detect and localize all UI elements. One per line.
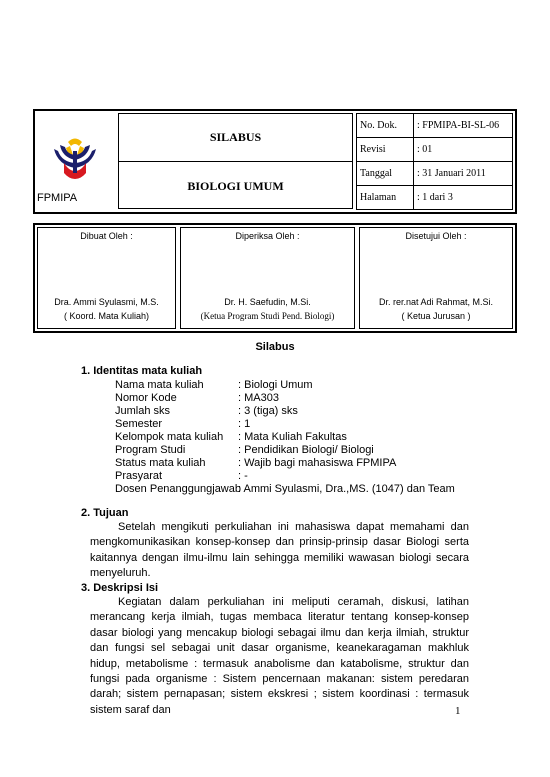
approval-heading: Dibuat Oleh : <box>80 231 133 241</box>
approval-role: (Ketua Program Studi Pend. Biologi) <box>200 311 335 321</box>
identity-value: : Mata Kuliah Fakultas <box>238 431 347 443</box>
section-identity-title: 1. Identitas mata kuliah <box>81 365 203 377</box>
approval-role: ( Ketua Jurusan ) <box>401 311 471 321</box>
meta-value: : 31 Januari 2011 <box>414 162 513 186</box>
meta-key: Tanggal <box>357 162 414 186</box>
identity-value: : Pendidikan Biologi/ Biologi <box>238 444 374 456</box>
goal-text: Setelah mengikuti perkuliahan ini mahasiswa dapat memahami dan mengkomunikasikan konsep-konsep dan prinsip-prinsip dasar Biologi serta kaitannya dengan ilmu-ilmu lain sehingga memiliki wawasan biologi secara menyeluruh. <box>90 521 469 580</box>
section-description-title: 3. Deskripsi Isi <box>81 582 159 594</box>
approval-heading: Diperiksa Oleh : <box>235 231 300 241</box>
identity-label: Semester <box>115 418 163 430</box>
approval-name: Dr. rer.nat Adi Rahmat, M.Si. <box>378 297 494 307</box>
description-text: Kegiatan dalam perkuliahan ini meliputi ceramah, diskusi, latihan merancang kerja ilmiah, tugas membaca literatur tentang konsep-konsep dasar biologi yang mencakup biologi sebagai ilmu dan kerja ilmiah, struktur dan fungsi sel sebagai unit dasar organisme, keanekaragaman makhluk hidup, metabolisme : termasuk anabolisme dan katabolisme, struktur dan fungsi pada organisme : Sistem pencernaan makanan: sistem peredaran darah; sistem pernapasan; sistem ekskresi ; sistem koordinasi : termasuk sistem saraf dan <box>90 596 469 716</box>
upi-emblem-icon <box>54 139 96 180</box>
description-paragraph <box>90 595 469 718</box>
identity-label: Kelompok mata kuliah <box>115 431 224 443</box>
document-meta-table <box>356 113 513 210</box>
approval-heading: Disetujui Oleh : <box>405 231 467 241</box>
goal-paragraph <box>90 520 469 582</box>
identity-value: : Biologi Umum <box>238 379 313 391</box>
approval-approved <box>359 227 513 329</box>
fpmipa-logo <box>36 113 114 209</box>
identity-value: : Ammi Syulasmi, Dra.,MS. (1047) dan Team <box>238 483 455 495</box>
section-goal-title: 2. Tujuan <box>81 507 129 519</box>
identity-label: Nama mata kuliah <box>115 379 204 391</box>
identity-value: : 1 <box>238 418 251 430</box>
identity-label: Prasyarat <box>115 470 163 482</box>
approval-name: Dra. Ammi Syulasmi, M.S. <box>54 297 159 307</box>
meta-key: Halaman <box>357 186 414 210</box>
meta-row <box>357 186 513 210</box>
course-title: BIOLOGI UMUM <box>187 179 284 193</box>
identity-label: Jumlah sks <box>115 405 171 417</box>
identity-value: : - <box>238 470 248 482</box>
approval-prepared <box>37 227 176 329</box>
identity-label: Program Studi <box>115 444 186 456</box>
title-divider <box>118 161 353 162</box>
approval-checked <box>180 227 355 329</box>
page-number: 1 <box>455 705 461 717</box>
meta-row <box>357 114 513 138</box>
meta-key: No. Dok. <box>357 114 414 138</box>
meta-value: : FPMIPA-BI-SL-06 <box>414 114 513 138</box>
identity-value: : MA303 <box>238 392 279 404</box>
logo-text: FPMIPA <box>37 192 78 204</box>
doc-title: SILABUS <box>209 130 262 144</box>
meta-value: : 01 <box>414 138 513 162</box>
identity-value: : Wajib bagi mahasiswa FPMIPA <box>238 457 397 469</box>
meta-row <box>357 138 513 162</box>
identity-label: Dosen Penanggungjawab <box>115 483 241 495</box>
meta-row <box>357 162 513 186</box>
identity-label: Nomor Kode <box>115 392 177 404</box>
meta-key: Revisi <box>357 138 414 162</box>
identity-label: Status mata kuliah <box>115 457 206 469</box>
page-title: Silabus <box>255 341 295 353</box>
identity-value: : 3 (tiga) sks <box>238 405 298 417</box>
meta-value: : 1 dari 3 <box>414 186 513 210</box>
approval-role: ( Koord. Mata Kuliah) <box>63 311 150 321</box>
approval-name: Dr. H. Saefudin, M.Si. <box>224 297 311 307</box>
